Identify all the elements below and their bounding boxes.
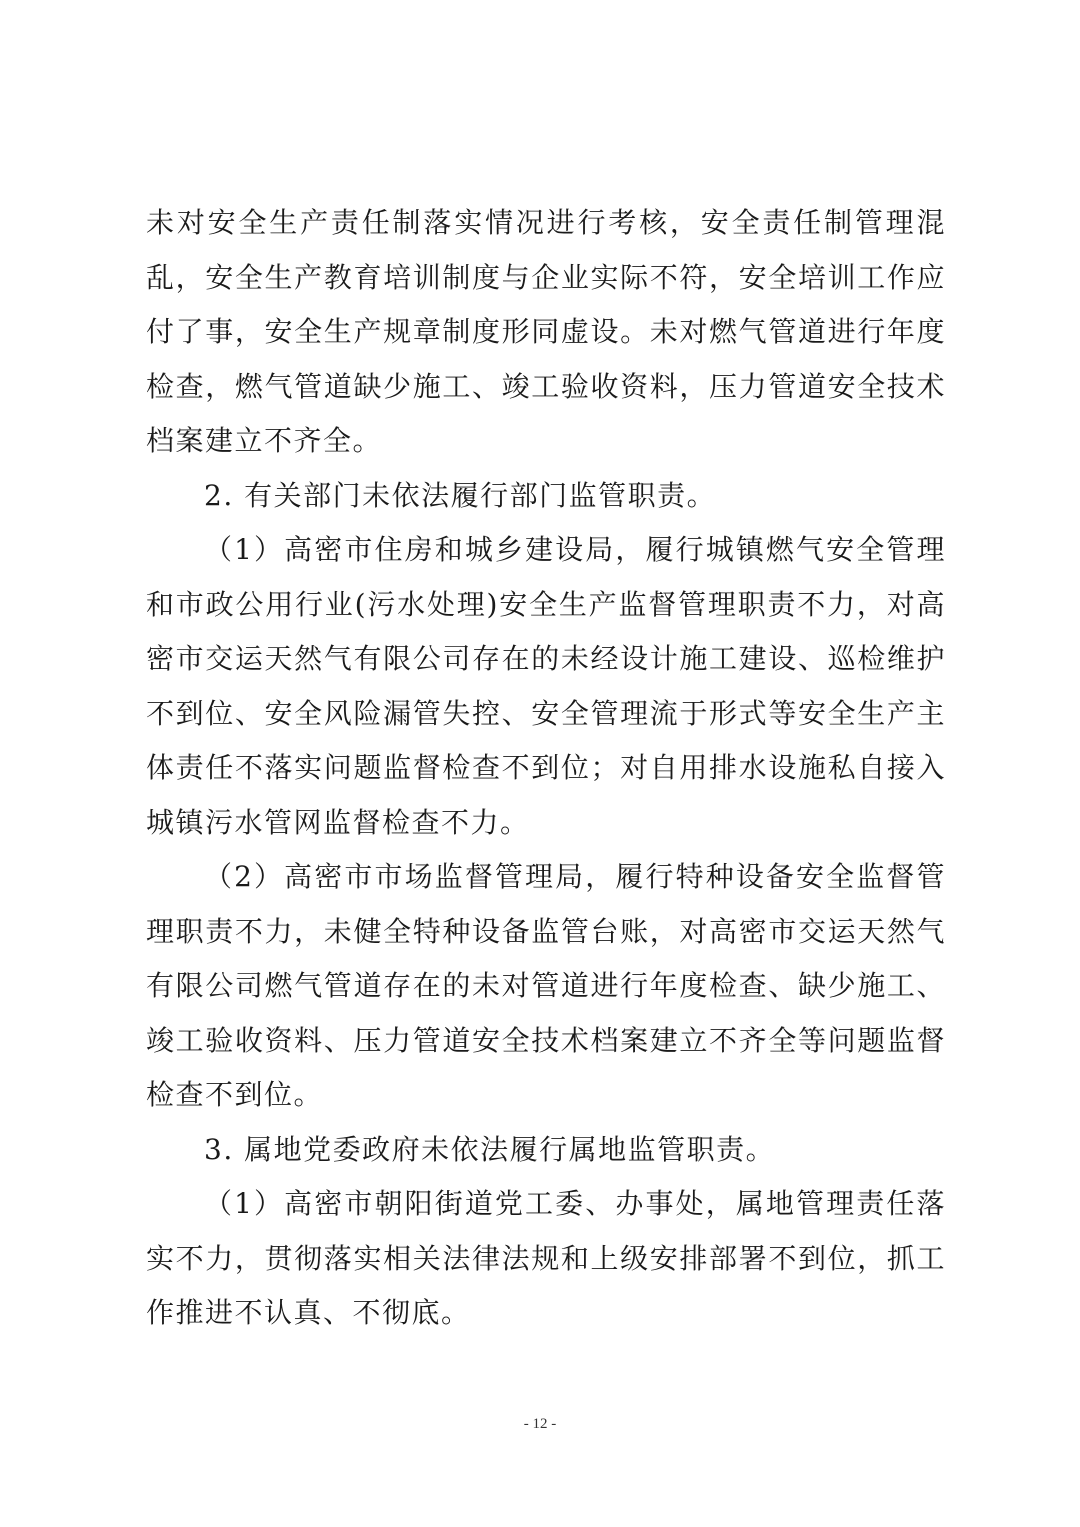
heading-department-supervision: 2. 有关部门未依法履行部门监管职责。 — [204, 478, 717, 512]
paragraph-responsibility-issues: 未对安全生产责任制落实情况进行考核，安全责任制管理混乱，安全生产教育培训制度与企业实际不符，安全培训工作应付了事，安全生产规章制度形同虚设。未对燃气管道进行年度检查，燃气管道缺少施工、竣工验收资料，压力管道安全技术档案建立不齐全。 — [146, 206, 946, 457]
heading-local-government-supervision: 3. 属地党委政府未依法履行属地监管职责。 — [204, 1132, 776, 1166]
page-number: - 12 - — [523, 1416, 557, 1432]
document-body — [146, 196, 946, 1341]
paragraph-market-supervision-bureau: （2）高密市市场监督管理局，履行特种设备安全监督管理职责不力，未健全特种设备监管台账，对高密市交运天然气有限公司燃气管道存在的未对管道进行年度检查、缺少施工、竣工验收资料、压力管道安全技术档案建立不齐全等问题监督检查不到位。 — [146, 860, 946, 1111]
paragraph-chaoyang-subdistrict: （1）高密市朝阳街道党工委、办事处，属地管理责任落实不力，贯彻落实相关法律法规和上级安排部署不到位，抓工作推进不认真、不彻底。 — [146, 1187, 946, 1329]
paragraph-housing-bureau: （1）高密市住房和城乡建设局，履行城镇燃气安全管理和市政公用行业(污水处理)安全生产监督管理职责不力，对高密市交运天然气有限公司存在的未经设计施工建设、巡检维护不到位、安全风险漏管失控、安全管理流于形式等安全生产主体责任不落实问题监督检查不到位；对自用排水设施私自接入城镇污水管网监督检查不力。 — [146, 533, 946, 839]
